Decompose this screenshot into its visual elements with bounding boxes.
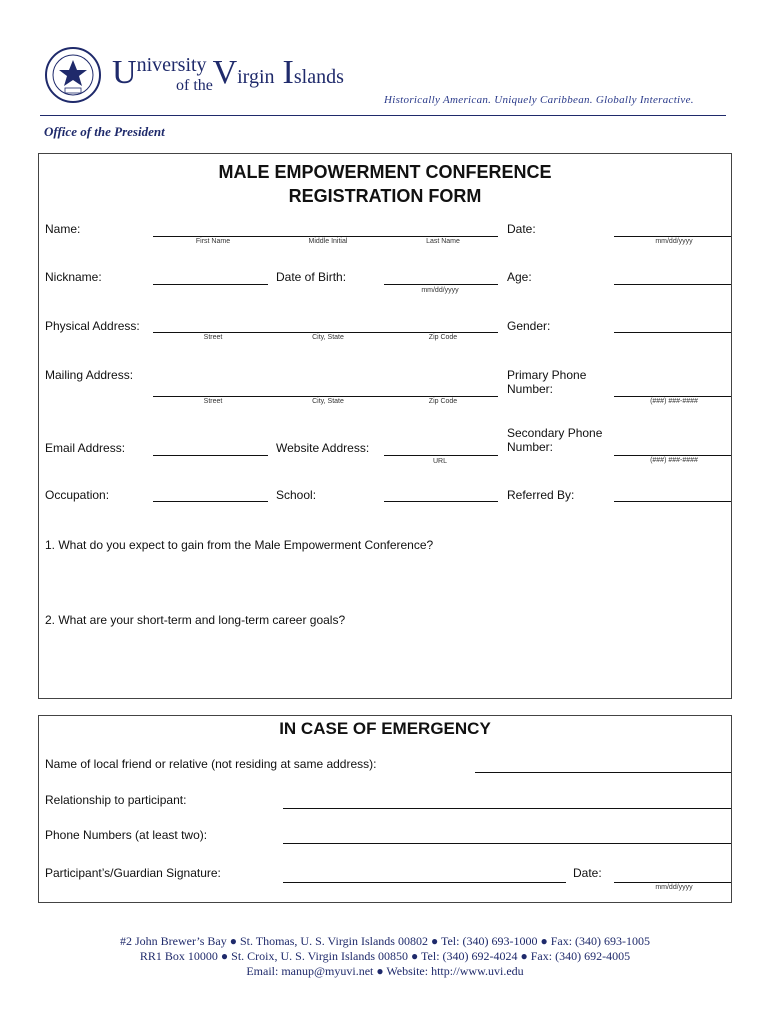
form-title: MALE EMPOWERMENT CONFERENCE REGISTRATION FORM [218, 162, 552, 206]
referred-by-label: Referred By: [507, 488, 575, 502]
primary-phone-label: Primary Phone Number: [507, 368, 587, 396]
mailing-street-hint: Street [203, 398, 223, 405]
mailing-city-state-hint: City, State [312, 398, 344, 405]
physical-address-input[interactable] [153, 332, 498, 333]
date-hint: mm/dd/yyyy [655, 238, 693, 245]
logo-of-the: of the [176, 77, 213, 94]
question-1-answer-area[interactable] [45, 556, 725, 606]
street-hint: Street [203, 334, 223, 341]
date-label: Date: [507, 222, 536, 236]
friend-input[interactable] [475, 772, 731, 773]
name-label: Name: [45, 222, 81, 236]
age-input[interactable] [614, 284, 731, 285]
date-input[interactable] [614, 236, 731, 237]
phones-input[interactable] [283, 843, 731, 844]
nickname-label: Nickname: [45, 270, 102, 284]
school-label: School: [276, 488, 317, 502]
nickname-input[interactable] [153, 284, 268, 285]
relationship-label: Relationship to participant: [45, 793, 187, 807]
email-label: Email Address: [45, 441, 126, 455]
secondary-phone-label: Secondary Phone Number: [507, 426, 603, 454]
school-input[interactable] [384, 501, 498, 502]
dob-hint: mm/dd/yyyy [421, 287, 459, 294]
header-rule [40, 115, 726, 116]
name-input[interactable] [153, 236, 498, 237]
occupation-input[interactable] [153, 501, 268, 502]
mailing-zip-hint: Zip Code [428, 398, 458, 405]
primary-phone-input[interactable] [614, 396, 731, 397]
first-name-hint: First Name [195, 238, 231, 245]
emergency-date-hint: mm/dd/yyyy [655, 884, 693, 891]
footer-line-3: Email: manup@myuvi.net ● Website: http://www.uvi.edu [246, 964, 524, 978]
primary-phone-hint: (###) ###-#### [650, 398, 698, 405]
website-input[interactable] [384, 455, 498, 456]
question-1: 1. What do you expect to gain from the Male Empowerment Conference? [45, 538, 434, 552]
gender-label: Gender: [507, 319, 551, 333]
secondary-phone-input[interactable] [614, 455, 731, 456]
tagline: Historically American. Uniquely Caribbean. Globally Interactive. [384, 94, 694, 106]
city-state-hint: City, State [312, 334, 344, 341]
friend-label: Name of local friend or relative (not residing at same address): [45, 757, 377, 771]
university-logo: University Virgin Islands [112, 54, 344, 91]
question-2: 2. What are your short-term and long-term career goals? [45, 613, 346, 627]
middle-initial-hint: Middle Initial [308, 238, 348, 245]
emergency-title: IN CASE OF EMERGENCY [279, 719, 491, 738]
age-label: Age: [507, 270, 532, 284]
dob-input[interactable] [384, 284, 498, 285]
website-label: Website Address: [276, 441, 370, 455]
question-2-answer-area[interactable] [45, 631, 725, 691]
url-hint: URL [432, 458, 447, 465]
gender-input[interactable] [614, 332, 731, 333]
office-title: Office of the President [44, 124, 165, 139]
university-seal-icon [44, 46, 102, 104]
mailing-address-label: Mailing Address: [45, 368, 134, 382]
emergency-date-input[interactable] [614, 882, 731, 883]
zip-hint: Zip Code [428, 334, 458, 341]
dob-label: Date of Birth: [276, 270, 347, 284]
footer-line-1: #2 John Brewer’s Bay ● St. Thomas, U. S. Virgin Islands 00802 ● Tel: (340) 693-1000 ● Fax: (340) 693-1005 [119, 934, 651, 948]
footer-line-2: RR1 Box 10000 ● St. Croix, U. S. Virgin Islands 00850 ● Tel: (340) 692-4024 ● Fax: (340) 692-4005 [139, 949, 631, 963]
phones-label: Phone Numbers (at least two): [45, 828, 208, 842]
emergency-date-label: Date: [573, 866, 602, 880]
relationship-input[interactable] [283, 808, 731, 809]
email-input[interactable] [153, 455, 268, 456]
signature-label: Participant’s/Guardian Signature: [45, 866, 221, 880]
physical-address-label: Physical Address: [45, 319, 140, 333]
last-name-hint: Last Name [426, 238, 460, 245]
secondary-phone-hint: (###) ###-#### [650, 457, 698, 464]
referred-by-input[interactable] [614, 501, 731, 502]
signature-input[interactable] [283, 882, 566, 883]
occupation-label: Occupation: [45, 488, 110, 502]
mailing-address-input[interactable] [153, 396, 498, 397]
footer [0, 934, 770, 979]
